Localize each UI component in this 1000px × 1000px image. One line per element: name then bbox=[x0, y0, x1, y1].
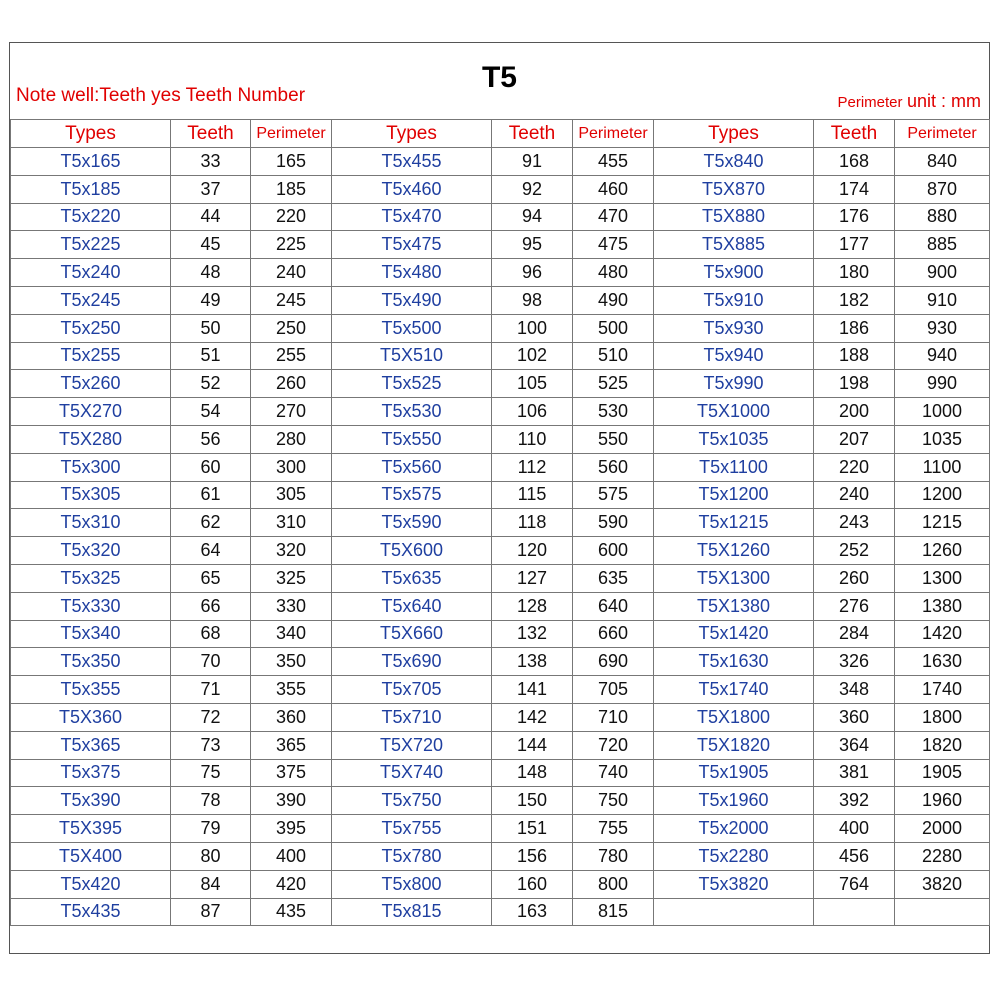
perimeter-cell: 270 bbox=[251, 398, 332, 426]
type-cell: T5x305 bbox=[11, 481, 171, 509]
teeth-cell: 186 bbox=[814, 314, 895, 342]
teeth-cell: 56 bbox=[171, 425, 251, 453]
perimeter-cell: 310 bbox=[251, 509, 332, 537]
perimeter-cell: 225 bbox=[251, 231, 332, 259]
teeth-cell: 95 bbox=[492, 231, 573, 259]
teeth-cell: 182 bbox=[814, 286, 895, 314]
teeth-cell: 132 bbox=[492, 620, 573, 648]
type-cell: T5x500 bbox=[332, 314, 492, 342]
teeth-cell: 163 bbox=[492, 898, 573, 926]
header-row bbox=[11, 120, 990, 148]
teeth-cell: 94 bbox=[492, 203, 573, 231]
perimeter-cell: 330 bbox=[251, 592, 332, 620]
teeth-cell: 52 bbox=[171, 370, 251, 398]
teeth-cell: 400 bbox=[814, 815, 895, 843]
perimeter-cell: 500 bbox=[573, 314, 654, 342]
teeth-cell: 326 bbox=[814, 648, 895, 676]
teeth-cell: 106 bbox=[492, 398, 573, 426]
teeth-cell: 96 bbox=[492, 259, 573, 287]
teeth-cell: 92 bbox=[492, 175, 573, 203]
type-cell: T5x990 bbox=[654, 370, 814, 398]
perimeter-cell: 600 bbox=[573, 537, 654, 565]
perimeter-cell: 1000 bbox=[895, 398, 990, 426]
type-cell: T5x470 bbox=[332, 203, 492, 231]
teeth-cell bbox=[814, 898, 895, 926]
perimeter-cell: 470 bbox=[573, 203, 654, 231]
teeth-cell: 87 bbox=[171, 898, 251, 926]
perimeter-cell: 395 bbox=[251, 815, 332, 843]
teeth-cell: 151 bbox=[492, 815, 573, 843]
teeth-cell: 70 bbox=[171, 648, 251, 676]
type-cell: T5x490 bbox=[332, 286, 492, 314]
type-cell: T5x750 bbox=[332, 787, 492, 815]
perimeter-cell: 1200 bbox=[895, 481, 990, 509]
perimeter-cell: 320 bbox=[251, 537, 332, 565]
teeth-cell: 764 bbox=[814, 870, 895, 898]
type-cell: T5x710 bbox=[332, 703, 492, 731]
col-header-teeth: Teeth bbox=[492, 120, 573, 148]
teeth-cell: 112 bbox=[492, 453, 573, 481]
teeth-cell: 110 bbox=[492, 425, 573, 453]
table-row bbox=[11, 787, 990, 815]
col-header-types: Types bbox=[654, 120, 814, 148]
teeth-cell: 360 bbox=[814, 703, 895, 731]
type-cell: T5x435 bbox=[11, 898, 171, 926]
table-row bbox=[11, 370, 990, 398]
type-cell: T5X1800 bbox=[654, 703, 814, 731]
teeth-cell: 200 bbox=[814, 398, 895, 426]
teeth-cell: 364 bbox=[814, 731, 895, 759]
table-row bbox=[11, 676, 990, 704]
perimeter-cell: 3820 bbox=[895, 870, 990, 898]
perimeter-cell: 755 bbox=[573, 815, 654, 843]
type-cell: T5X720 bbox=[332, 731, 492, 759]
teeth-cell: 128 bbox=[492, 592, 573, 620]
type-cell: T5x635 bbox=[332, 564, 492, 592]
teeth-cell: 160 bbox=[492, 870, 573, 898]
teeth-cell: 80 bbox=[171, 842, 251, 870]
table-row bbox=[11, 425, 990, 453]
perimeter-cell: 1420 bbox=[895, 620, 990, 648]
perimeter-cell: 640 bbox=[573, 592, 654, 620]
perimeter-cell: 550 bbox=[573, 425, 654, 453]
perimeter-cell: 510 bbox=[573, 342, 654, 370]
type-cell: T5X360 bbox=[11, 703, 171, 731]
perimeter-cell: 1800 bbox=[895, 703, 990, 731]
type-cell: T5x1200 bbox=[654, 481, 814, 509]
perimeter-cell: 750 bbox=[573, 787, 654, 815]
perimeter-cell: 525 bbox=[573, 370, 654, 398]
type-cell: T5x1100 bbox=[654, 453, 814, 481]
type-cell: T5x1905 bbox=[654, 759, 814, 787]
teeth-cell: 260 bbox=[814, 564, 895, 592]
type-cell: T5x1960 bbox=[654, 787, 814, 815]
table-row bbox=[11, 648, 990, 676]
col-header-types: Types bbox=[332, 120, 492, 148]
type-cell: T5x250 bbox=[11, 314, 171, 342]
col-header-teeth: Teeth bbox=[814, 120, 895, 148]
perimeter-cell: 635 bbox=[573, 564, 654, 592]
type-cell: T5x640 bbox=[332, 592, 492, 620]
teeth-cell: 105 bbox=[492, 370, 573, 398]
type-cell: T5x705 bbox=[332, 676, 492, 704]
perimeter-cell: 455 bbox=[573, 148, 654, 176]
table-row bbox=[11, 148, 990, 176]
type-cell: T5x530 bbox=[332, 398, 492, 426]
type-cell: T5X510 bbox=[332, 342, 492, 370]
perimeter-cell: 940 bbox=[895, 342, 990, 370]
type-cell: T5x900 bbox=[654, 259, 814, 287]
teeth-cell: 168 bbox=[814, 148, 895, 176]
perimeter-cell: 480 bbox=[573, 259, 654, 287]
type-cell: T5x375 bbox=[11, 759, 171, 787]
type-cell: T5x420 bbox=[11, 870, 171, 898]
perimeter-cell: 885 bbox=[895, 231, 990, 259]
type-cell: T5x560 bbox=[332, 453, 492, 481]
teeth-cell: 381 bbox=[814, 759, 895, 787]
type-cell: T5x355 bbox=[11, 676, 171, 704]
type-cell: T5x460 bbox=[332, 175, 492, 203]
perimeter-cell: 390 bbox=[251, 787, 332, 815]
title-bar bbox=[10, 43, 989, 120]
teeth-cell: 102 bbox=[492, 342, 573, 370]
type-cell: T5x780 bbox=[332, 842, 492, 870]
teeth-cell: 64 bbox=[171, 537, 251, 565]
teeth-cell: 68 bbox=[171, 620, 251, 648]
table-row bbox=[11, 870, 990, 898]
type-cell: T5X1300 bbox=[654, 564, 814, 592]
type-cell: T5x350 bbox=[11, 648, 171, 676]
type-cell: T5X870 bbox=[654, 175, 814, 203]
perimeter-cell: 1905 bbox=[895, 759, 990, 787]
perimeter-cell: 240 bbox=[251, 259, 332, 287]
table-row bbox=[11, 342, 990, 370]
perimeter-cell: 250 bbox=[251, 314, 332, 342]
perimeter-cell: 1630 bbox=[895, 648, 990, 676]
perimeter-cell: 740 bbox=[573, 759, 654, 787]
perimeter-cell: 990 bbox=[895, 370, 990, 398]
teeth-cell: 62 bbox=[171, 509, 251, 537]
type-cell: T5x2280 bbox=[654, 842, 814, 870]
teeth-cell: 79 bbox=[171, 815, 251, 843]
teeth-cell: 174 bbox=[814, 175, 895, 203]
perimeter-cell: 325 bbox=[251, 564, 332, 592]
type-cell: T5x365 bbox=[11, 731, 171, 759]
teeth-cell: 252 bbox=[814, 537, 895, 565]
unit-note bbox=[838, 91, 982, 112]
type-cell: T5X600 bbox=[332, 537, 492, 565]
perimeter-cell: 530 bbox=[573, 398, 654, 426]
perimeter-cell: 2000 bbox=[895, 815, 990, 843]
type-cell: T5x690 bbox=[332, 648, 492, 676]
perimeter-cell: 1215 bbox=[895, 509, 990, 537]
teeth-cell: 207 bbox=[814, 425, 895, 453]
teeth-cell: 48 bbox=[171, 259, 251, 287]
col-header-perimeter: Perimeter bbox=[251, 120, 332, 148]
teeth-cell: 141 bbox=[492, 676, 573, 704]
col-header-perimeter: Perimeter bbox=[895, 120, 990, 148]
type-cell: T5x480 bbox=[332, 259, 492, 287]
perimeter-cell: 590 bbox=[573, 509, 654, 537]
type-cell: T5x1630 bbox=[654, 648, 814, 676]
teeth-cell: 78 bbox=[171, 787, 251, 815]
type-cell: T5x255 bbox=[11, 342, 171, 370]
type-cell: T5X1260 bbox=[654, 537, 814, 565]
type-cell: T5x525 bbox=[332, 370, 492, 398]
type-cell: T5x575 bbox=[332, 481, 492, 509]
perimeter-cell: 375 bbox=[251, 759, 332, 787]
teeth-cell: 98 bbox=[492, 286, 573, 314]
belt-table bbox=[10, 119, 990, 926]
teeth-cell: 120 bbox=[492, 537, 573, 565]
perimeter-cell: 840 bbox=[895, 148, 990, 176]
type-cell: T5X1380 bbox=[654, 592, 814, 620]
teeth-cell: 61 bbox=[171, 481, 251, 509]
perimeter-cell: 300 bbox=[251, 453, 332, 481]
table-row bbox=[11, 509, 990, 537]
teeth-cell: 150 bbox=[492, 787, 573, 815]
perimeter-cell: 435 bbox=[251, 898, 332, 926]
teeth-cell: 284 bbox=[814, 620, 895, 648]
type-cell: T5x940 bbox=[654, 342, 814, 370]
perimeter-cell: 1260 bbox=[895, 537, 990, 565]
type-cell: T5x320 bbox=[11, 537, 171, 565]
teeth-cell: 100 bbox=[492, 314, 573, 342]
type-cell: T5x1420 bbox=[654, 620, 814, 648]
type-cell: T5X270 bbox=[11, 398, 171, 426]
type-cell: T5x755 bbox=[332, 815, 492, 843]
teeth-cell: 72 bbox=[171, 703, 251, 731]
type-cell: T5x550 bbox=[332, 425, 492, 453]
perimeter-cell: 350 bbox=[251, 648, 332, 676]
teeth-cell: 144 bbox=[492, 731, 573, 759]
unit-value: unit : mm bbox=[906, 91, 981, 111]
col-header-perimeter: Perimeter bbox=[573, 120, 654, 148]
perimeter-cell: 800 bbox=[573, 870, 654, 898]
type-cell: T5X1820 bbox=[654, 731, 814, 759]
type-cell: T5X395 bbox=[11, 815, 171, 843]
perimeter-cell: 365 bbox=[251, 731, 332, 759]
table-row bbox=[11, 481, 990, 509]
teeth-cell: 44 bbox=[171, 203, 251, 231]
perimeter-cell: 910 bbox=[895, 286, 990, 314]
teeth-cell: 84 bbox=[171, 870, 251, 898]
teeth-cell: 180 bbox=[814, 259, 895, 287]
table-row bbox=[11, 231, 990, 259]
perimeter-cell: 475 bbox=[573, 231, 654, 259]
type-cell: T5x815 bbox=[332, 898, 492, 926]
teeth-cell: 37 bbox=[171, 175, 251, 203]
type-cell: T5x185 bbox=[11, 175, 171, 203]
type-cell: T5x1740 bbox=[654, 676, 814, 704]
teeth-cell: 348 bbox=[814, 676, 895, 704]
teeth-cell: 240 bbox=[814, 481, 895, 509]
table-row bbox=[11, 175, 990, 203]
teeth-cell: 243 bbox=[814, 509, 895, 537]
teeth-cell: 138 bbox=[492, 648, 573, 676]
perimeter-cell: 705 bbox=[573, 676, 654, 704]
perimeter-cell: 400 bbox=[251, 842, 332, 870]
type-cell: T5x3820 bbox=[654, 870, 814, 898]
perimeter-cell bbox=[895, 898, 990, 926]
perimeter-cell: 1035 bbox=[895, 425, 990, 453]
perimeter-cell: 815 bbox=[573, 898, 654, 926]
table-row bbox=[11, 453, 990, 481]
type-cell: T5x910 bbox=[654, 286, 814, 314]
type-cell: T5X880 bbox=[654, 203, 814, 231]
perimeter-cell: 560 bbox=[573, 453, 654, 481]
belt-table-body bbox=[11, 148, 990, 926]
teeth-cell: 142 bbox=[492, 703, 573, 731]
type-cell: T5X660 bbox=[332, 620, 492, 648]
perimeter-cell: 245 bbox=[251, 286, 332, 314]
belt-size-sheet bbox=[9, 42, 990, 954]
table-row bbox=[11, 592, 990, 620]
teeth-cell: 177 bbox=[814, 231, 895, 259]
teeth-cell: 50 bbox=[171, 314, 251, 342]
type-cell: T5X400 bbox=[11, 842, 171, 870]
table-row bbox=[11, 259, 990, 287]
type-cell: T5x2000 bbox=[654, 815, 814, 843]
perimeter-cell: 305 bbox=[251, 481, 332, 509]
perimeter-cell: 1300 bbox=[895, 564, 990, 592]
teeth-cell: 148 bbox=[492, 759, 573, 787]
teeth-cell: 392 bbox=[814, 787, 895, 815]
unit-label: Perimeter bbox=[837, 94, 903, 111]
table-row bbox=[11, 620, 990, 648]
teeth-cell: 73 bbox=[171, 731, 251, 759]
type-cell: T5X740 bbox=[332, 759, 492, 787]
perimeter-cell: 710 bbox=[573, 703, 654, 731]
type-cell bbox=[654, 898, 814, 926]
perimeter-cell: 1380 bbox=[895, 592, 990, 620]
teeth-cell: 220 bbox=[814, 453, 895, 481]
col-header-types: Types bbox=[11, 120, 171, 148]
perimeter-cell: 720 bbox=[573, 731, 654, 759]
table-row bbox=[11, 314, 990, 342]
perimeter-cell: 690 bbox=[573, 648, 654, 676]
type-cell: T5x390 bbox=[11, 787, 171, 815]
type-cell: T5x245 bbox=[11, 286, 171, 314]
table-row bbox=[11, 898, 990, 926]
perimeter-cell: 930 bbox=[895, 314, 990, 342]
teeth-cell: 276 bbox=[814, 592, 895, 620]
teeth-cell: 33 bbox=[171, 148, 251, 176]
teeth-cell: 71 bbox=[171, 676, 251, 704]
type-cell: T5x840 bbox=[654, 148, 814, 176]
perimeter-cell: 870 bbox=[895, 175, 990, 203]
teeth-cell: 45 bbox=[171, 231, 251, 259]
perimeter-cell: 1820 bbox=[895, 731, 990, 759]
teeth-cell: 156 bbox=[492, 842, 573, 870]
table-row bbox=[11, 703, 990, 731]
perimeter-cell: 420 bbox=[251, 870, 332, 898]
teeth-cell: 75 bbox=[171, 759, 251, 787]
type-cell: T5X280 bbox=[11, 425, 171, 453]
table-row bbox=[11, 398, 990, 426]
perimeter-cell: 165 bbox=[251, 148, 332, 176]
table-row bbox=[11, 815, 990, 843]
teeth-cell: 51 bbox=[171, 342, 251, 370]
table-row bbox=[11, 537, 990, 565]
type-cell: T5x240 bbox=[11, 259, 171, 287]
table-row bbox=[11, 842, 990, 870]
table-row bbox=[11, 564, 990, 592]
perimeter-cell: 780 bbox=[573, 842, 654, 870]
teeth-cell: 49 bbox=[171, 286, 251, 314]
perimeter-cell: 220 bbox=[251, 203, 332, 231]
perimeter-cell: 1740 bbox=[895, 676, 990, 704]
type-cell: T5x455 bbox=[332, 148, 492, 176]
teeth-cell: 66 bbox=[171, 592, 251, 620]
perimeter-cell: 260 bbox=[251, 370, 332, 398]
teeth-cell: 65 bbox=[171, 564, 251, 592]
teeth-cell: 176 bbox=[814, 203, 895, 231]
perimeter-cell: 900 bbox=[895, 259, 990, 287]
col-header-teeth: Teeth bbox=[171, 120, 251, 148]
note-text: Note well:Teeth yes Teeth Number bbox=[16, 85, 306, 106]
perimeter-cell: 1960 bbox=[895, 787, 990, 815]
table-row bbox=[11, 286, 990, 314]
type-cell: T5x165 bbox=[11, 148, 171, 176]
type-cell: T5x340 bbox=[11, 620, 171, 648]
type-cell: T5x330 bbox=[11, 592, 171, 620]
perimeter-cell: 360 bbox=[251, 703, 332, 731]
teeth-cell: 456 bbox=[814, 842, 895, 870]
perimeter-cell: 880 bbox=[895, 203, 990, 231]
type-cell: T5x300 bbox=[11, 453, 171, 481]
type-cell: T5x1035 bbox=[654, 425, 814, 453]
table-row bbox=[11, 731, 990, 759]
type-cell: T5x800 bbox=[332, 870, 492, 898]
teeth-cell: 188 bbox=[814, 342, 895, 370]
perimeter-cell: 2280 bbox=[895, 842, 990, 870]
perimeter-cell: 575 bbox=[573, 481, 654, 509]
perimeter-cell: 280 bbox=[251, 425, 332, 453]
perimeter-cell: 460 bbox=[573, 175, 654, 203]
page-title: T5 bbox=[481, 61, 517, 94]
type-cell: T5x260 bbox=[11, 370, 171, 398]
teeth-cell: 91 bbox=[492, 148, 573, 176]
type-cell: T5x225 bbox=[11, 231, 171, 259]
teeth-cell: 60 bbox=[171, 453, 251, 481]
perimeter-cell: 1100 bbox=[895, 453, 990, 481]
teeth-cell: 118 bbox=[492, 509, 573, 537]
type-cell: T5x325 bbox=[11, 564, 171, 592]
teeth-cell: 127 bbox=[492, 564, 573, 592]
type-cell: T5X885 bbox=[654, 231, 814, 259]
teeth-cell: 198 bbox=[814, 370, 895, 398]
type-cell: T5x590 bbox=[332, 509, 492, 537]
perimeter-cell: 340 bbox=[251, 620, 332, 648]
type-cell: T5x475 bbox=[332, 231, 492, 259]
type-cell: T5X1000 bbox=[654, 398, 814, 426]
type-cell: T5x310 bbox=[11, 509, 171, 537]
perimeter-cell: 185 bbox=[251, 175, 332, 203]
type-cell: T5x930 bbox=[654, 314, 814, 342]
teeth-cell: 54 bbox=[171, 398, 251, 426]
table-row bbox=[11, 203, 990, 231]
type-cell: T5x1215 bbox=[654, 509, 814, 537]
table-row bbox=[11, 759, 990, 787]
type-cell: T5x220 bbox=[11, 203, 171, 231]
perimeter-cell: 255 bbox=[251, 342, 332, 370]
perimeter-cell: 355 bbox=[251, 676, 332, 704]
perimeter-cell: 660 bbox=[573, 620, 654, 648]
teeth-cell: 115 bbox=[492, 481, 573, 509]
perimeter-cell: 490 bbox=[573, 286, 654, 314]
